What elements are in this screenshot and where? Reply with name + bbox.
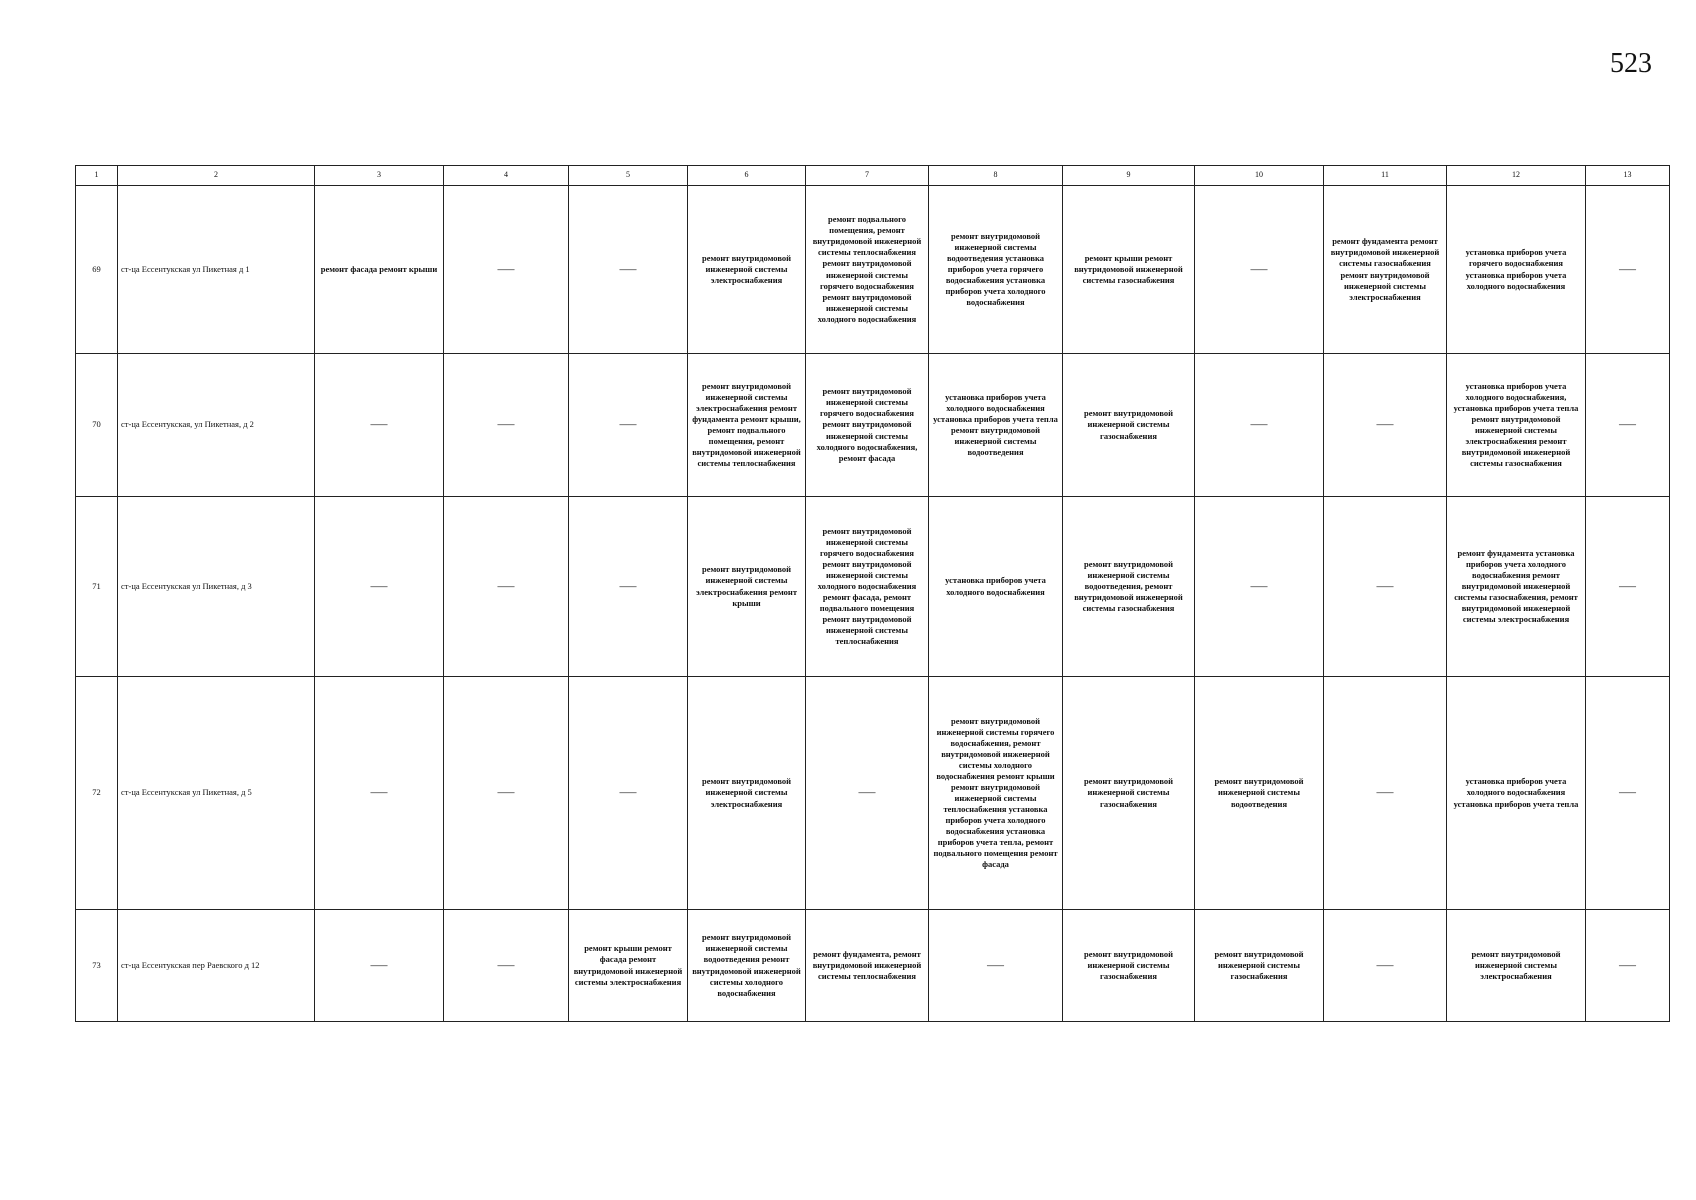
table-cell: ремонт внутридомовой инженерной системы водоотведения bbox=[1195, 677, 1324, 910]
table-cell: ремонт фундамента, ремонт внутридомовой инженерной системы теплоснабжения bbox=[806, 910, 929, 1022]
table-cell: —— bbox=[444, 354, 569, 497]
table-cell: ремонт крыши ремонт фасада ремонт внутридомовой инженерной системы электроснабжения bbox=[569, 910, 688, 1022]
table-cell: —— bbox=[569, 497, 688, 677]
table-cell: —— bbox=[1195, 497, 1324, 677]
row-number: 69 bbox=[76, 186, 118, 354]
table-cell: ремонт внутридомовой инженерной системы водоотведения установка приборов учета горячего водоснабжения установка приборов учета холодного водоснабжения bbox=[929, 186, 1063, 354]
column-header: 9 bbox=[1063, 166, 1195, 186]
table-cell: установка приборов учета холодного водоснабжения bbox=[929, 497, 1063, 677]
table-cell: —— bbox=[1586, 354, 1670, 497]
table-cell: ремонт внутридомовой инженерной системы горячего водоснабжения, ремонт внутридомовой инженерной системы холодного водоснабжения ремонт крыши ремонт внутридомовой инженерной системы теплоснабжения установка приборов учета холодного водоснабжения установка приборов учета тепла, ремонт подвального помещения ремонт фасада bbox=[929, 677, 1063, 910]
row-number: 73 bbox=[76, 910, 118, 1022]
table-cell: —— bbox=[1195, 354, 1324, 497]
table-cell: —— bbox=[806, 677, 929, 910]
header-row bbox=[76, 166, 1670, 186]
column-header: 2 bbox=[118, 166, 315, 186]
address-cell: ст-ца Ессентукская ул Пикетная, д 3 bbox=[118, 497, 315, 677]
column-header: 5 bbox=[569, 166, 688, 186]
address-cell: ст-ца Ессентукская, ул Пикетная, д 2 bbox=[118, 354, 315, 497]
table-cell: —— bbox=[569, 354, 688, 497]
table-cell: ремонт внутридомовой инженерной системы электроснабжения bbox=[1447, 910, 1586, 1022]
table-cell: ремонт внутридомовой инженерной системы газоснабжения bbox=[1195, 910, 1324, 1022]
table-row bbox=[76, 186, 1670, 354]
table-cell: —— bbox=[1586, 910, 1670, 1022]
table-cell: —— bbox=[444, 497, 569, 677]
address-cell: ст-ца Ессентукская ул Пикетная д 1 bbox=[118, 186, 315, 354]
table-cell: ремонт внутридомовой инженерной системы газоснабжения bbox=[1063, 354, 1195, 497]
table-cell: установка приборов учета холодного водоснабжения установка приборов учета тепла bbox=[1447, 677, 1586, 910]
table-cell: —— bbox=[1324, 677, 1447, 910]
table-cell: —— bbox=[315, 354, 444, 497]
column-header: 10 bbox=[1195, 166, 1324, 186]
table-cell: ремонт внутридомовой инженерной системы водоотведения ремонт внутридомовой инженерной системы холодного водоснабжения bbox=[688, 910, 806, 1022]
column-header: 13 bbox=[1586, 166, 1670, 186]
repair-plan-table bbox=[75, 165, 1670, 1022]
table-cell: установка приборов учета холодного водоснабжения установка приборов учета тепла ремонт внутридомовой инженерной системы водоотведения bbox=[929, 354, 1063, 497]
table-cell: —— bbox=[1324, 497, 1447, 677]
table-row bbox=[76, 497, 1670, 677]
table-row bbox=[76, 677, 1670, 910]
table-cell: ремонт внутридомовой инженерной системы газоснабжения bbox=[1063, 677, 1195, 910]
address-cell: ст-ца Ессентукская пер Раевского д 12 bbox=[118, 910, 315, 1022]
table-row bbox=[76, 354, 1670, 497]
table-cell: ремонт внутридомовой инженерной системы электроснабжения ремонт крыши bbox=[688, 497, 806, 677]
column-header: 3 bbox=[315, 166, 444, 186]
table-cell: ремонт фундамента ремонт внутридомовой инженерной системы газоснабжения ремонт внутридомовой инженерной системы электроснабжения bbox=[1324, 186, 1447, 354]
row-number: 71 bbox=[76, 497, 118, 677]
table-cell: ремонт внутридомовой инженерной системы электроснабжения bbox=[688, 677, 806, 910]
table-cell: ремонт внутридомовой инженерной системы водоотведения, ремонт внутридомовой инженерной системы газоснабжения bbox=[1063, 497, 1195, 677]
column-header: 11 bbox=[1324, 166, 1447, 186]
address-cell: ст-ца Ессентукская ул Пикетная, д 5 bbox=[118, 677, 315, 910]
table-cell: ремонт внутридомовой инженерной системы горячего водоснабжения ремонт внутридомовой инженерной системы холодного водоснабжения, ремонт фасада bbox=[806, 354, 929, 497]
table-cell: —— bbox=[1324, 910, 1447, 1022]
column-header: 1 bbox=[76, 166, 118, 186]
row-number: 70 bbox=[76, 354, 118, 497]
table-cell: ремонт внутридомовой инженерной системы электроснабжения ремонт фундамента ремонт крыши, ремонт подвального помещения, ремонт внутридомовой инженерной системы теплоснабжения bbox=[688, 354, 806, 497]
table-cell: —— bbox=[1586, 186, 1670, 354]
table-cell: ремонт крыши ремонт внутридомовой инженерной системы газоснабжения bbox=[1063, 186, 1195, 354]
table-cell: —— bbox=[1586, 677, 1670, 910]
table-cell: —— bbox=[569, 677, 688, 910]
row-number: 72 bbox=[76, 677, 118, 910]
table-cell: —— bbox=[315, 910, 444, 1022]
column-header: 4 bbox=[444, 166, 569, 186]
table-cell: ремонт внутридомовой инженерной системы газоснабжения bbox=[1063, 910, 1195, 1022]
table-cell: —— bbox=[929, 910, 1063, 1022]
table-cell: —— bbox=[1195, 186, 1324, 354]
table-cell: —— bbox=[444, 677, 569, 910]
table-row bbox=[76, 910, 1670, 1022]
table-cell: установка приборов учета горячего водоснабжения установка приборов учета холодного водоснабжения bbox=[1447, 186, 1586, 354]
table-cell: —— bbox=[444, 910, 569, 1022]
table-cell: ремонт внутридомовой инженерной системы электроснабжения bbox=[688, 186, 806, 354]
column-header: 6 bbox=[688, 166, 806, 186]
table-cell: установка приборов учета холодного водоснабжения, установка приборов учета тепла ремонт внутридомовой инженерной системы электроснабжения ремонт внутридомовой инженерной системы газоснабжения bbox=[1447, 354, 1586, 497]
table-cell: —— bbox=[315, 677, 444, 910]
table-cell: ремонт фундамента установка приборов учета холодного водоснабжения ремонт внутридомовой инженерной системы газоснабжения, ремонт внутридомовой инженерной системы электроснабжения bbox=[1447, 497, 1586, 677]
table-cell: ремонт подвального помещения, ремонт внутридомовой инженерной системы теплоснабжения ремонт внутридомовой инженерной системы горячего водоснабжения ремонт внутридомовой инженерной системы холодного водоснабжения bbox=[806, 186, 929, 354]
table-cell: —— bbox=[569, 186, 688, 354]
table-cell: —— bbox=[1586, 497, 1670, 677]
table-cell: —— bbox=[1324, 354, 1447, 497]
table-cell: ремонт внутридомовой инженерной системы горячего водоснабжения ремонт внутридомовой инженерной системы холодного водоснабжения ремонт фасада, ремонт подвального помещения ремонт внутридомовой инженерной системы теплоснабжения bbox=[806, 497, 929, 677]
table-cell: —— bbox=[444, 186, 569, 354]
table-cell: ремонт фасада ремонт крыши bbox=[315, 186, 444, 354]
column-header: 12 bbox=[1447, 166, 1586, 186]
column-header: 7 bbox=[806, 166, 929, 186]
column-header: 8 bbox=[929, 166, 1063, 186]
table-cell: —— bbox=[315, 497, 444, 677]
page-number: 523 bbox=[1610, 48, 1652, 79]
